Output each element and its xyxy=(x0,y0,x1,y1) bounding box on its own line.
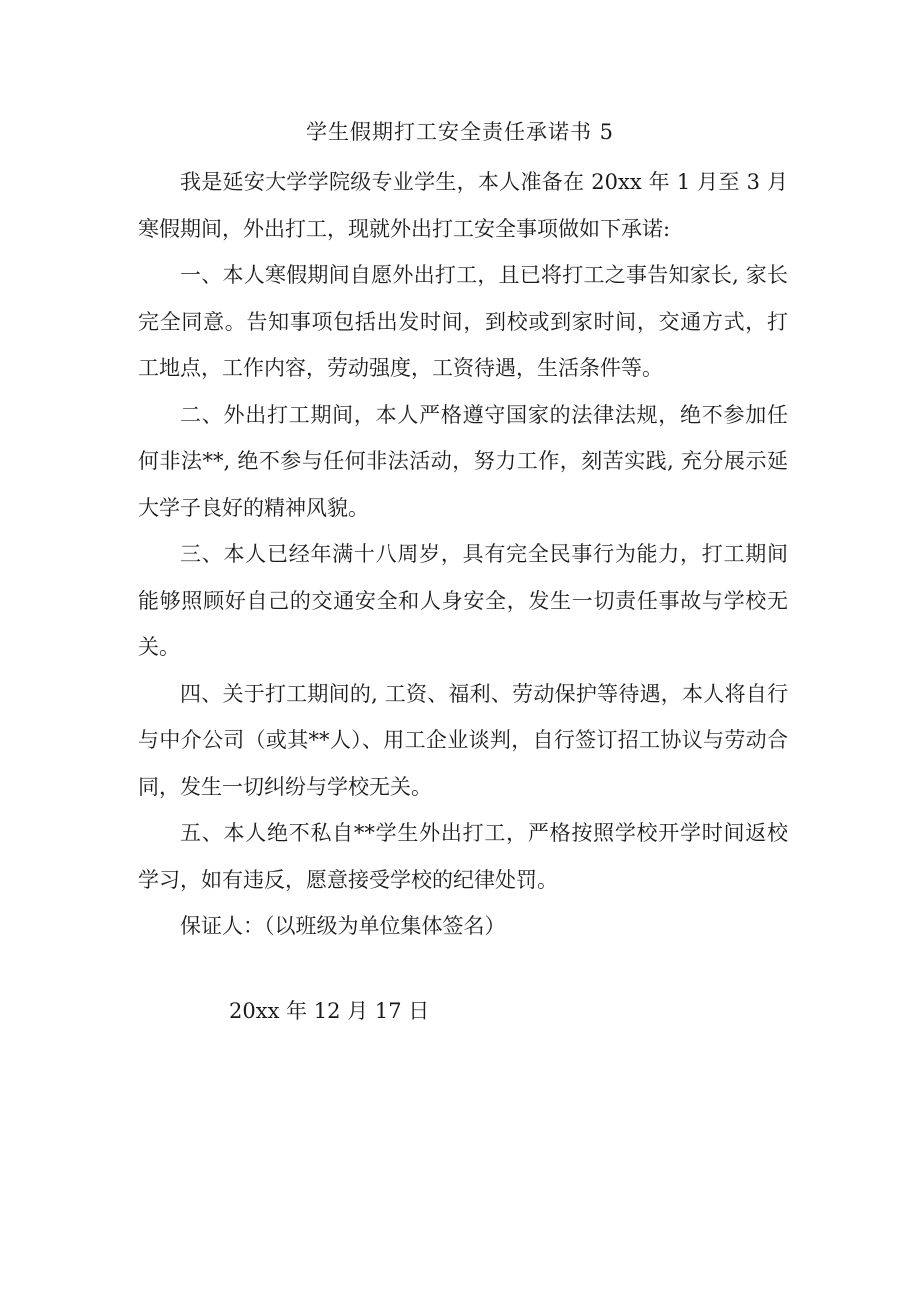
guarantor-line: 保证人：（以班级为单位集体签名） xyxy=(180,914,506,938)
document-title: 学生假期打工安全责任承诺书 5 xyxy=(305,120,615,144)
paragraph-intro: 我是延安大学学院级专业学生，本人准备在 20xx 年 1 月至 3 月寒假期间，外出打工，现就外出打工安全事项做如下承诺: xyxy=(138,170,788,241)
document-date: 20xx 年 12 月 17 日 xyxy=(229,999,430,1023)
paragraph-4: 四、关于打工期间的, 工资、福利、劳动保护等待遇，本人将自行与中介公司（或其**人）、用工企业谈判，自行签订招工协议与劳动合同，发生一切纠纷与学校无关。 xyxy=(138,681,788,799)
paragraph-1: 一、本人寒假期间自愿外出打工，且已将打工之事告知家长, 家长完全同意。告知事项包括出发时间，到校或到家时间，交通方式，打工地点，工作内容，劳动强度，工资待遇，生活条件等。 xyxy=(138,263,788,380)
paragraph-2: 二、外出打工期间，本人严格遵守国家的法律法规，绝不参加任何非法**, 绝不参与任何非法活动，努力工作，刻苦实践, 充分展示延大学子良好的精神风貌。 xyxy=(138,402,788,520)
paragraph-3: 三、本人已经年满十八周岁，具有完全民事行为能力，打工期间能够照顾好自己的交通安全和人身安全，发生一切责任事故与学校无关。 xyxy=(138,542,788,659)
paragraph-5: 五、本人绝不私自**学生外出打工，严格按照学校开学时间返校学习，如有违反，愿意接受学校的纪律处罚。 xyxy=(138,821,788,892)
document-body xyxy=(138,159,788,950)
